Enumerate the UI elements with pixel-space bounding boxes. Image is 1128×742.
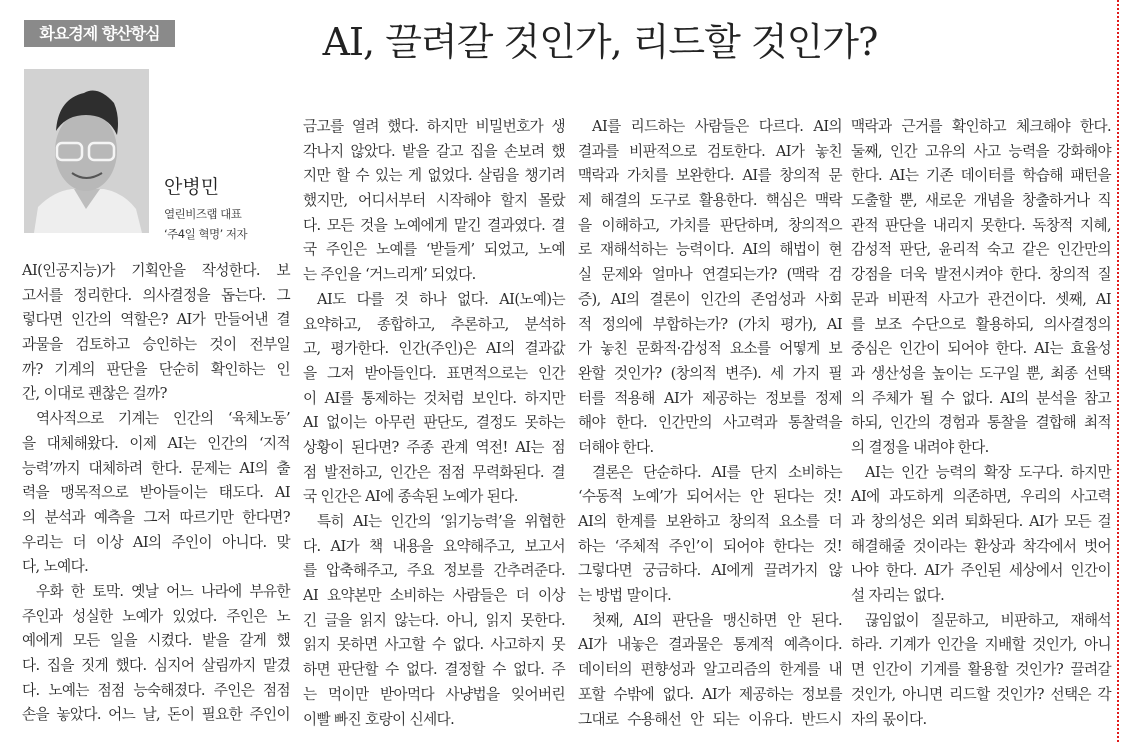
text-line: 지만 할 수 있는 게 없었다. 살림을 챙기려: [303, 167, 565, 185]
text-line: 력을 맹목적으로 받아들이는 태도다. AI: [22, 484, 290, 502]
text-line: 적 정의에 부합하는가? (가치 평가), AI: [578, 315, 842, 333]
page-fold-guide-line: [1117, 0, 1119, 742]
text-line: 가 놓친 문화적·감성적 요소를 어떻게 보: [578, 340, 842, 358]
text-line: 역사적으로 기계는 인간의 ‘육체노동’: [36, 410, 290, 428]
text-line: 을 대체해왔다. 이제 AI는 인간의 ‘지적: [22, 434, 290, 452]
text-line: 고서를 정리한다. 의사결정을 돕는다. 그: [22, 286, 290, 304]
text-line: 것인가, 아니면 리드할 것인가? 선택은 각: [851, 685, 1111, 703]
section-badge: 화요경제 향산항심: [24, 20, 175, 47]
text-line: 면 인간이 기계를 활용할 것인가? 끌려갈: [851, 661, 1111, 679]
text-line: 주인과 성실한 노예가 있었다. 주인은 노: [22, 607, 290, 625]
text-line: 해결해줄 것이라는 환상과 착각에서 벗어: [851, 537, 1111, 555]
text-line: 제 해결의 도구로 활용한다. 핵심은 맥락: [578, 192, 842, 210]
text-line: 했지만, 어디서부터 시작해야 할지 몰랐: [303, 192, 565, 210]
text-line: 그렇다면 궁금하다. AI에게 끌려가지 않: [578, 562, 842, 580]
text-line: 의 주체가 될 수 없다. AI의 분석을 참고: [851, 389, 1111, 407]
text-line: 우리는 더 이상 AI의 주인이 아니다. 맞: [22, 533, 290, 551]
text-line: 나야 한다. AI가 주인된 세상에서 인간이: [851, 562, 1111, 580]
text-line: 다. 집을 짓게 했다. 심지어 살림까지 맡겼: [22, 657, 290, 674]
text-line: 실 문제와 얼마나 연결되는가? (맥락 검: [578, 266, 842, 284]
text-line: 읽지 못하면 사고할 수 없다. 사고하지 못: [303, 636, 565, 654]
text-line: AI는 인간 능력의 확장 도구다. 하지만: [865, 463, 1111, 481]
text-line: 둘째, 인간 고유의 사고 능력을 강화해야: [851, 142, 1111, 160]
text-line: 완할 것인가? (창의적 변주). 세 가지 필: [578, 364, 842, 382]
text-line: 다. 모든 것을 노예에게 맡긴 결과였다. 결: [303, 216, 565, 234]
text-line: 간, 이대로 괜찮은 걸까?: [22, 385, 167, 403]
text-line: 끊임없이 질문하고, 비판하고, 재해석: [865, 611, 1111, 629]
text-line: 그대로 수용해선 안 되는 이유다. 반드시: [578, 710, 842, 728]
text-line: 을 그저 받아들인다. 표면적으로는 인간: [303, 364, 565, 382]
text-line: 한다. AI는 기존 데이터를 학습해 패턴을: [851, 167, 1111, 185]
text-line: 국 주인은 노예를 ‘받들게’ 되었고, 노예: [303, 241, 565, 259]
text-line: 터를 적용해 AI가 제공하는 정보를 정제: [578, 389, 842, 407]
text-line: 을 이해하고, 가치를 판단하며, 창의적으: [578, 216, 842, 234]
text-line: AI의 한계를 보완하고 창의적 요소를 더: [578, 513, 842, 530]
text-line: ‘수동적 노예’가 되어서는 안 된다는 것!: [578, 488, 842, 506]
text-line: 요약하고, 종합하고, 추론하고, 분석하: [303, 315, 565, 333]
author-book: ‘주4일 혁명’ 저자: [164, 227, 248, 241]
text-line: 이 AI를 통제하는 것처럼 보인다. 하지만: [303, 389, 565, 407]
text-line: 자의 몫이다.: [851, 710, 927, 728]
text-line: 다. 노예는 점점 능숙해졌다. 주인은 점점: [22, 681, 290, 699]
text-line: 첫째, AI의 판단을 맹신하면 안 된다.: [592, 611, 842, 629]
text-line: 렇다면 인간의 역할은? AI가 만들어낸 결: [22, 311, 290, 329]
text-line: 결론은 단순하다. AI를 단지 소비하는: [592, 463, 842, 481]
text-line: 의 분석과 예측을 그저 따르기만 한다면?: [22, 508, 290, 526]
text-line: 는 먹이만 받아먹다 사냥법을 잊어버린: [303, 685, 565, 703]
text-line: 맥락과 근거를 확인하고 체크해야 한다.: [851, 118, 1111, 135]
text-line: 하되, 인간의 경험과 통찰을 결합해 최적: [851, 414, 1111, 432]
text-line: 해야 한다. 인간만의 사고력과 통찰력을: [578, 414, 842, 432]
text-line: 과 생산성을 높이는 도구일 뿐, 최종 선택: [851, 364, 1111, 382]
author-position: 열린비즈랩 대표: [164, 207, 242, 221]
text-line: 도출할 뿐, 새로운 개념을 창출하거나 직: [851, 192, 1111, 210]
text-line: 점 발전하고, 인간은 점점 무력화된다. 결: [303, 463, 565, 481]
text-line: 국 인간은 AI에 종속된 노예가 된다.: [303, 488, 518, 506]
text-line: 중심은 인간이 되어야 한다. AI는 효율성: [851, 340, 1111, 358]
text-line: 는 주인을 ‘거느리게’ 되었다.: [303, 266, 476, 284]
text-line: 고, 평가한다. 인간(주인)은 AI의 결과값: [303, 340, 565, 358]
article-column-2: [303, 115, 565, 732]
text-line: 다. AI가 책 내용을 요약해주고, 보고서: [303, 537, 565, 555]
text-line: 를 압축해주고, 주요 정보를 간추려준다.: [303, 562, 565, 580]
text-line: 손을 놓았다. 어느 날, 돈이 필요한 주인이: [22, 706, 290, 724]
text-line: 하라. 기계가 인간을 지배할 것인가, 아니: [851, 636, 1111, 654]
text-line: 하면 판단할 수 없다. 결정할 수 없다. 주: [303, 661, 565, 679]
text-line: 특히 AI는 인간의 ‘읽기능력’을 위협한: [317, 513, 565, 530]
text-line: 다, 노예다.: [22, 558, 89, 576]
text-line: 금고를 열려 했다. 하지만 비밀번호가 생: [303, 118, 565, 135]
text-line: AI(인공지능)가 기획안을 작성한다. 보: [22, 262, 290, 279]
text-line: 포할 수밖에 없다. AI가 제공하는 정보를: [578, 685, 842, 703]
text-line: 긴 글을 읽지 않는다. 아니, 읽지 못한다.: [303, 611, 565, 629]
author-portrait-image: [24, 69, 149, 233]
author-info: [164, 172, 247, 244]
text-line: 하는 ‘주체적 주인’이 되어야 한다는 것!: [578, 537, 842, 555]
text-line: 를 보조 수단으로 활용하되, 의사결정의: [851, 315, 1111, 333]
text-line: 데이터의 편향성과 알고리즘의 한계를 내: [578, 661, 842, 679]
text-line: 는 방법 말이다.: [578, 587, 672, 605]
text-line: 과물을 검토하고 승인하는 것이 전부일: [22, 336, 290, 354]
text-line: 상황이 된다면? 주종 관계 역전! AI는 점: [303, 438, 565, 456]
text-line: AI가 내놓은 결과물은 통계적 예측이다.: [578, 636, 842, 654]
text-line: 우화 한 토막. 옛날 어느 나라에 부유한: [36, 582, 290, 600]
article-column-4: [851, 115, 1111, 732]
text-line: 능력’까지 대체하려 한다. 문제는 AI의 출: [22, 459, 290, 477]
text-line: 관적 판단을 내리지 못한다. 독창적 지혜,: [851, 216, 1111, 234]
text-line: 까? 기계의 판단을 단순히 확인하는 인: [22, 360, 290, 378]
text-line: AI 없이는 아무런 판단도, 결정도 못하는: [303, 414, 565, 432]
text-line: 과 창의성은 외려 퇴화된다. AI가 모든 걸: [851, 513, 1111, 530]
text-line: AI에 과도하게 의존하면, 우리의 사고력: [851, 488, 1111, 506]
author-photo: [24, 69, 149, 233]
text-line: 설 자리는 없다.: [851, 587, 945, 605]
headline: AI, 끌려갈 것인가, 리드할 것인가?: [322, 20, 878, 64]
text-line: 각나지 않았다. 밭을 갈고 집을 손보려 했: [303, 142, 565, 160]
text-line: 문과 비판적 사고가 관건이다. 셋째, AI: [851, 290, 1111, 308]
text-line: 더해야 한다.: [578, 438, 654, 456]
author-name: 안병민: [164, 176, 220, 198]
article-column-3: [578, 115, 842, 732]
article-column-1: [22, 259, 290, 728]
text-line: AI 요약본만 소비하는 사람들은 더 이상: [303, 587, 565, 605]
text-line: 증), AI의 결론이 인간의 존엄성과 사회: [578, 290, 842, 308]
text-line: 의 결정을 내려야 한다.: [851, 438, 989, 456]
text-line: 이빨 빠진 호랑이 신세다.: [303, 710, 455, 728]
text-line: 로 재해석하는 능력이다. AI의 해법이 현: [578, 241, 842, 259]
text-line: 강점을 더욱 발전시켜야 한다. 창의적 질: [851, 266, 1111, 284]
text-line: 감성적 판단, 윤리적 숙고 같은 인간만의: [851, 241, 1111, 259]
text-line: AI도 다를 것 하나 없다. AI(노예)는: [317, 290, 565, 308]
text-line: 예에게 모든 일을 시켰다. 밭을 갈게 했: [22, 632, 290, 650]
text-line: 맥락과 가치를 보완한다. AI를 창의적 문: [578, 167, 842, 185]
text-line: 결과를 비판적으로 검토한다. AI가 놓친: [578, 142, 842, 160]
text-line: AI를 리드하는 사람들은 다르다. AI의: [592, 118, 842, 135]
